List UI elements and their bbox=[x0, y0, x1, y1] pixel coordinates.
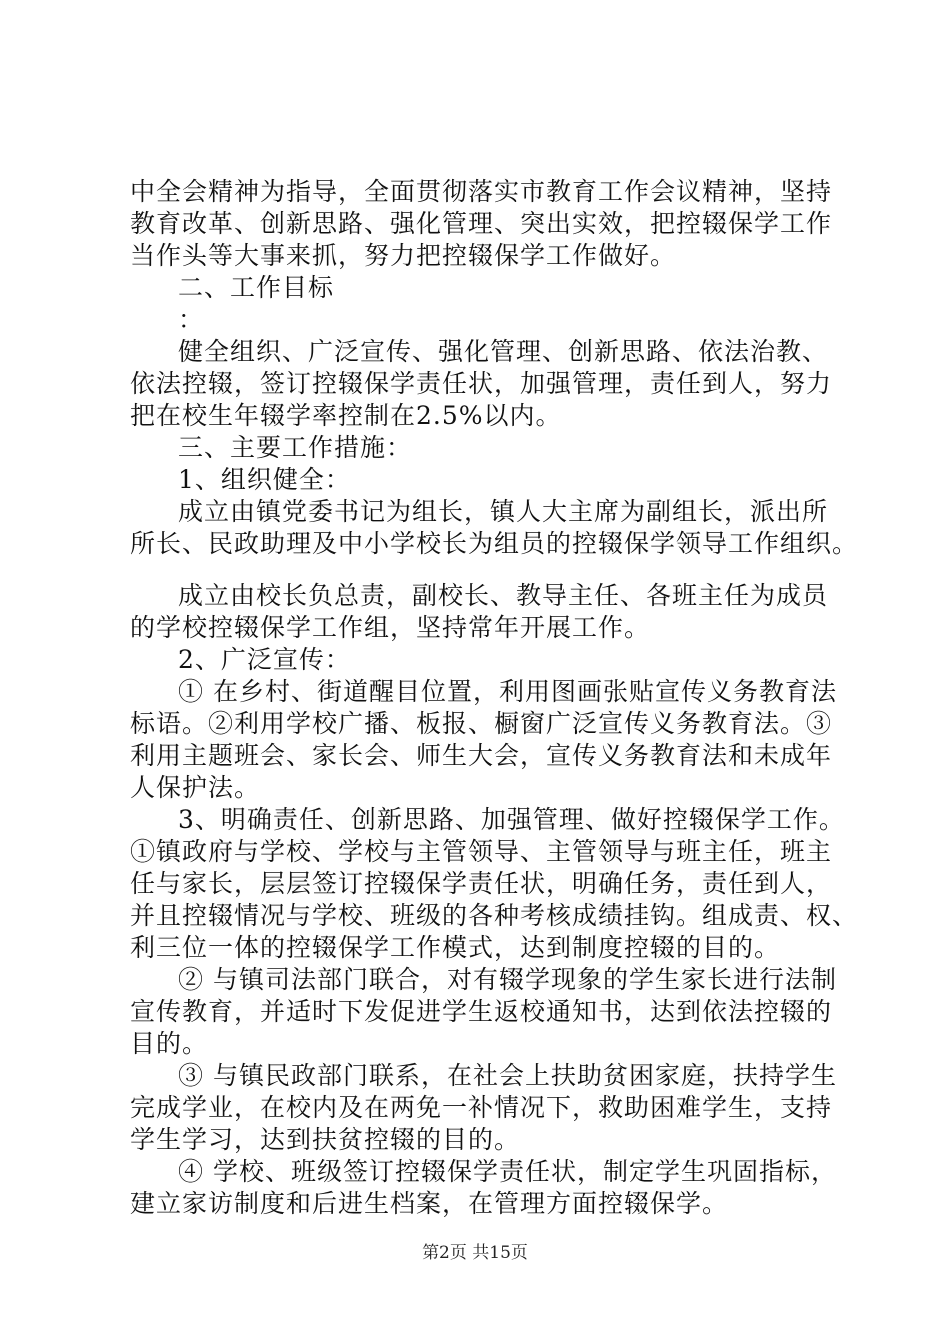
body-line: 标语。②利用学校广播、板报、橱窗广泛宣传义务教育法。③ bbox=[130, 709, 833, 738]
body-line: 健全组织、广泛宣传、强化管理、创新思路、依法治教、 bbox=[178, 337, 829, 366]
body-line: 成立由镇党委书记为组长，镇人大主席为副组长，派出所 bbox=[178, 497, 829, 526]
body-line: 宣传教育，并适时下发促进学生返校通知书，达到依法控辍的 bbox=[130, 997, 833, 1026]
section-heading: 二、工作目标 bbox=[178, 273, 335, 302]
body-line: 所长、民政助理及中小学校长为组员的控辍保学领导工作组织。 bbox=[130, 529, 859, 558]
body-line: 建立家访制度和后进生档案，在管理方面控辍保学。 bbox=[130, 1189, 729, 1218]
body-line: ： bbox=[178, 305, 205, 334]
body-line: ④ 学校、班级签订控辍保学责任状，制定学生巩固指标， bbox=[178, 1157, 837, 1186]
page-number-footer: 第2页 共15页 bbox=[422, 1243, 528, 1263]
body-line: ①镇政府与学校、学校与主管领导、主管领导与班主任，班主 bbox=[130, 837, 833, 866]
body-line: ① 在乡村、街道醒目位置，利用图画张贴宣传义务教育法 bbox=[178, 677, 837, 706]
body-line: 完成学业，在校内及在两免一补情况下，救助困难学生，支持 bbox=[130, 1093, 833, 1122]
body-line: ③ 与镇民政部门联系，在社会上扶助贫困家庭，扶持学生 bbox=[178, 1061, 837, 1090]
body-line: 成立由校长负总责，副校长、教导主任、各班主任为成员 bbox=[178, 581, 829, 610]
body-line: ② 与镇司法部门联合，对有辍学现象的学生家长进行法制 bbox=[178, 965, 837, 994]
body-line: 人保护法。 bbox=[130, 773, 261, 802]
body-line: 并且控辍情况与学校、班级的各种考核成绩挂钩。组成责、权、 bbox=[130, 901, 859, 930]
subsection-heading: 2、广泛宣传： bbox=[178, 645, 351, 674]
body-line: 任与家长，层层签订控辍保学责任状，明确任务，责任到人， bbox=[130, 869, 833, 898]
body-line: 把在校生年辍学率控制在2.5%以内。 bbox=[130, 401, 562, 430]
body-line: 利三位一体的控辍保学工作模式，达到制度控辍的目的。 bbox=[130, 933, 781, 962]
body-line: 中全会精神为指导，全面贯彻落实市教育工作会议精神，坚持 bbox=[130, 177, 833, 206]
body-line: 的学校控辍保学工作组，坚持常年开展工作。 bbox=[130, 613, 651, 642]
section-heading: 三、主要工作措施： bbox=[178, 433, 413, 462]
body-line: 教育改革、创新思路、强化管理、突出实效，把控辍保学工作 bbox=[130, 209, 833, 238]
body-line: 依法控辍，签订控辍保学责任状，加强管理，责任到人，努力 bbox=[130, 369, 833, 398]
body-line: 目的。 bbox=[130, 1029, 209, 1058]
subsection-heading: 1、组织健全： bbox=[178, 465, 351, 494]
body-line: 学生学习，达到扶贫控辍的目的。 bbox=[130, 1125, 521, 1154]
subsection-heading: 3、明确责任、创新思路、加强管理、做好控辍保学工作。 bbox=[178, 805, 845, 834]
body-line: 当作头等大事来抓，努力把控辍保学工作做好。 bbox=[130, 241, 677, 270]
body-line: 利用主题班会、家长会、师生大会，宣传义务教育法和未成年 bbox=[130, 741, 833, 770]
